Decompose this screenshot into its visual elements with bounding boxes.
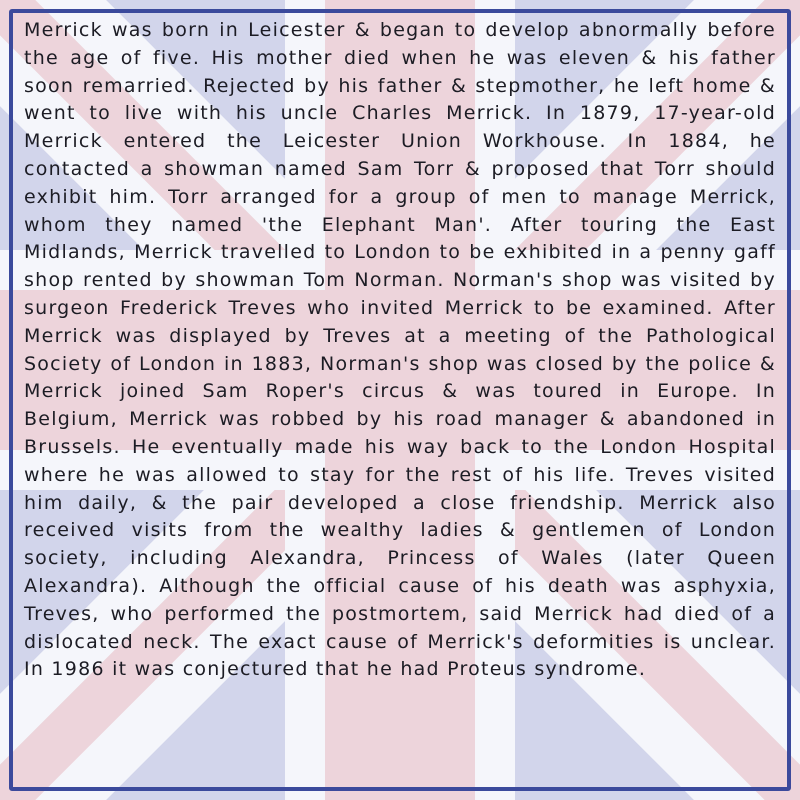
body-paragraph: Merrick was born in Leicester & began to develop abnormally before the age of five. His mother died when he was eleven & his father soon remarried. Rejected by his father & stepmother, he left home & went to live with his uncle Charles Merrick. In 1879, 17-year-old Merrick entered the Leicester Union Workhouse. In 1884, he contacted a showman named Sam Torr & proposed that Torr should exhibit him. Torr arranged for a group of men to manage Merrick, whom they named 'the Elephant Man'. After touring the East Midlands, Merrick travelled to London to be exhibited in a penny gaff shop rented by showman Tom Norman. Norman's shop was visited by surgeon Frederick Treves who invited Merrick to be examined. After Merrick was displayed by Treves at a meeting of the Pathological Society of London in 1883, Norman's shop was closed by the police & Merrick joined Sam Roper's circus & was toured in Europe. In Belgium, Merrick was robbed by his road manager & abandoned in Brussels. He eventually made his way back to the London Hospital where he was allowed to stay for the rest of his life. Treves visited him daily, & the pair developed a close friendship. Merrick also received visits from the wealthy ladies & gentlemen of London society, including Alexandra, Princess of Wales (later Queen Alexandra). Although the official cause of his death was asphyxia, Treves, who performed the postmortem, said Merrick had died of a dislocated neck. The exact cause of Merrick's deformities is unclear. In 1986 it was conjectured that he had Proteus syndrome. [24, 19, 776, 681]
